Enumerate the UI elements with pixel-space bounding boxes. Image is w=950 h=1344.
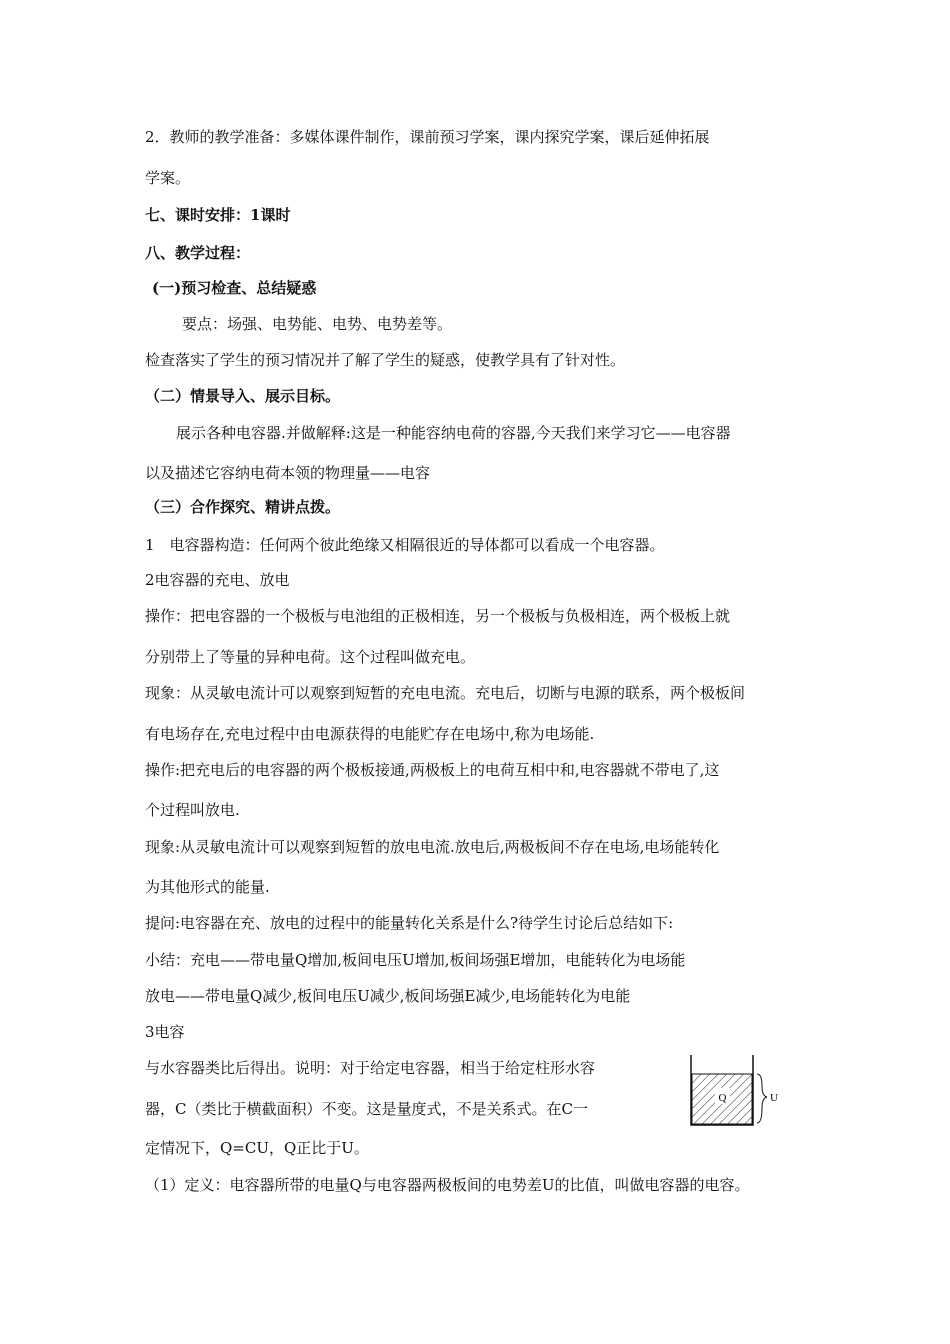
text-line: 小结：充电——带电量Q增加,板间电压U增加,板间场强E增加，电能转化为电场能: [145, 951, 686, 969]
text-line: 与水容器类比后得出。说明：对于给定电容器，相当于给定柱形水容: [145, 1059, 596, 1077]
u-label: U: [770, 1092, 778, 1104]
text-line: 现象:从灵敏电流计可以观察到短暂的放电电流.放电后,两极板间不存在电场,电场能转化: [145, 838, 720, 856]
text-line: 3电容: [145, 1023, 185, 1041]
text-line: 以及描述它容纳电荷本领的物理量——电容: [145, 464, 431, 482]
text-line: 2电容器的充电、放电: [145, 571, 290, 589]
q-label: Q: [718, 1092, 727, 1104]
text-line: 器，C（类比于横截面积）不变。这是量度式，不是关系式。在C一: [145, 1100, 588, 1118]
text-line: 提问:电容器在充、放电的过程中的能量转化关系是什么?待学生讨论后总结如下:: [145, 914, 674, 932]
text-line: 要点：场强、电势能、电势、电势差等。: [182, 315, 453, 333]
text-line: 放电——带电量Q减少,板间电压U减少,板间场强E减少,电场能转化为电能: [145, 987, 631, 1005]
section-heading: 七、课时安排：1课时: [145, 206, 291, 224]
text-line: 现象：从灵敏电流计可以观察到短暂的充电电流。充电后，切断与电源的联系，两个极板间: [145, 684, 746, 702]
subsection-heading: (一)预习检查、总结疑惑: [152, 279, 317, 297]
water-container-diagram: [688, 1053, 788, 1128]
text-line: 检查落实了学生的预习情况并了解了学生的疑惑，使教学具有了针对性。: [145, 351, 626, 369]
text-line: 操作：把电容器的一个极板与电池组的正极相连，另一个极板与负极相连，两个极板上就: [145, 607, 731, 625]
text-line: 学案。: [145, 169, 191, 187]
subsection-heading: （二）情景导入、展示目标。: [145, 387, 341, 405]
text-line: 为其他形式的能量.: [145, 878, 270, 896]
text-line: 分别带上了等量的异种电荷。这个过程叫做充电。: [145, 648, 476, 666]
section-heading: 八、教学过程：: [145, 244, 251, 262]
text-line: （1）定义：电容器所带的电量Q与电容器两极板间的电势差U的比值，叫做电容器的电容。: [145, 1176, 750, 1194]
text-line: 定情况下，Q=CU，Q正比于U。: [145, 1139, 369, 1157]
text-line: 有电场存在,充电过程中由电源获得的电能贮存在电场中,称为电场能.: [145, 725, 595, 743]
text-line: 展示各种电容器.并做解释:这是一种能容纳电荷的容器,今天我们来学习它——电容器: [176, 424, 731, 442]
text-line: 操作:把充电后的电容器的两个极板接通,两极板上的电荷互相中和,电容器就不带电了,这: [145, 761, 720, 779]
brace: [757, 1074, 767, 1123]
subsection-heading: （三）合作探究、精讲点拨。: [145, 498, 341, 516]
text-line: 1 电容器构造：任何两个彼此绝缘又相隔很近的导体都可以看成一个电容器。: [145, 536, 665, 554]
text-line: 个过程叫放电.: [145, 801, 240, 819]
text-line: 2．教师的教学准备：多媒体课件制作，课前预习学案，课内探究学案，课后延伸拓展: [145, 128, 710, 146]
